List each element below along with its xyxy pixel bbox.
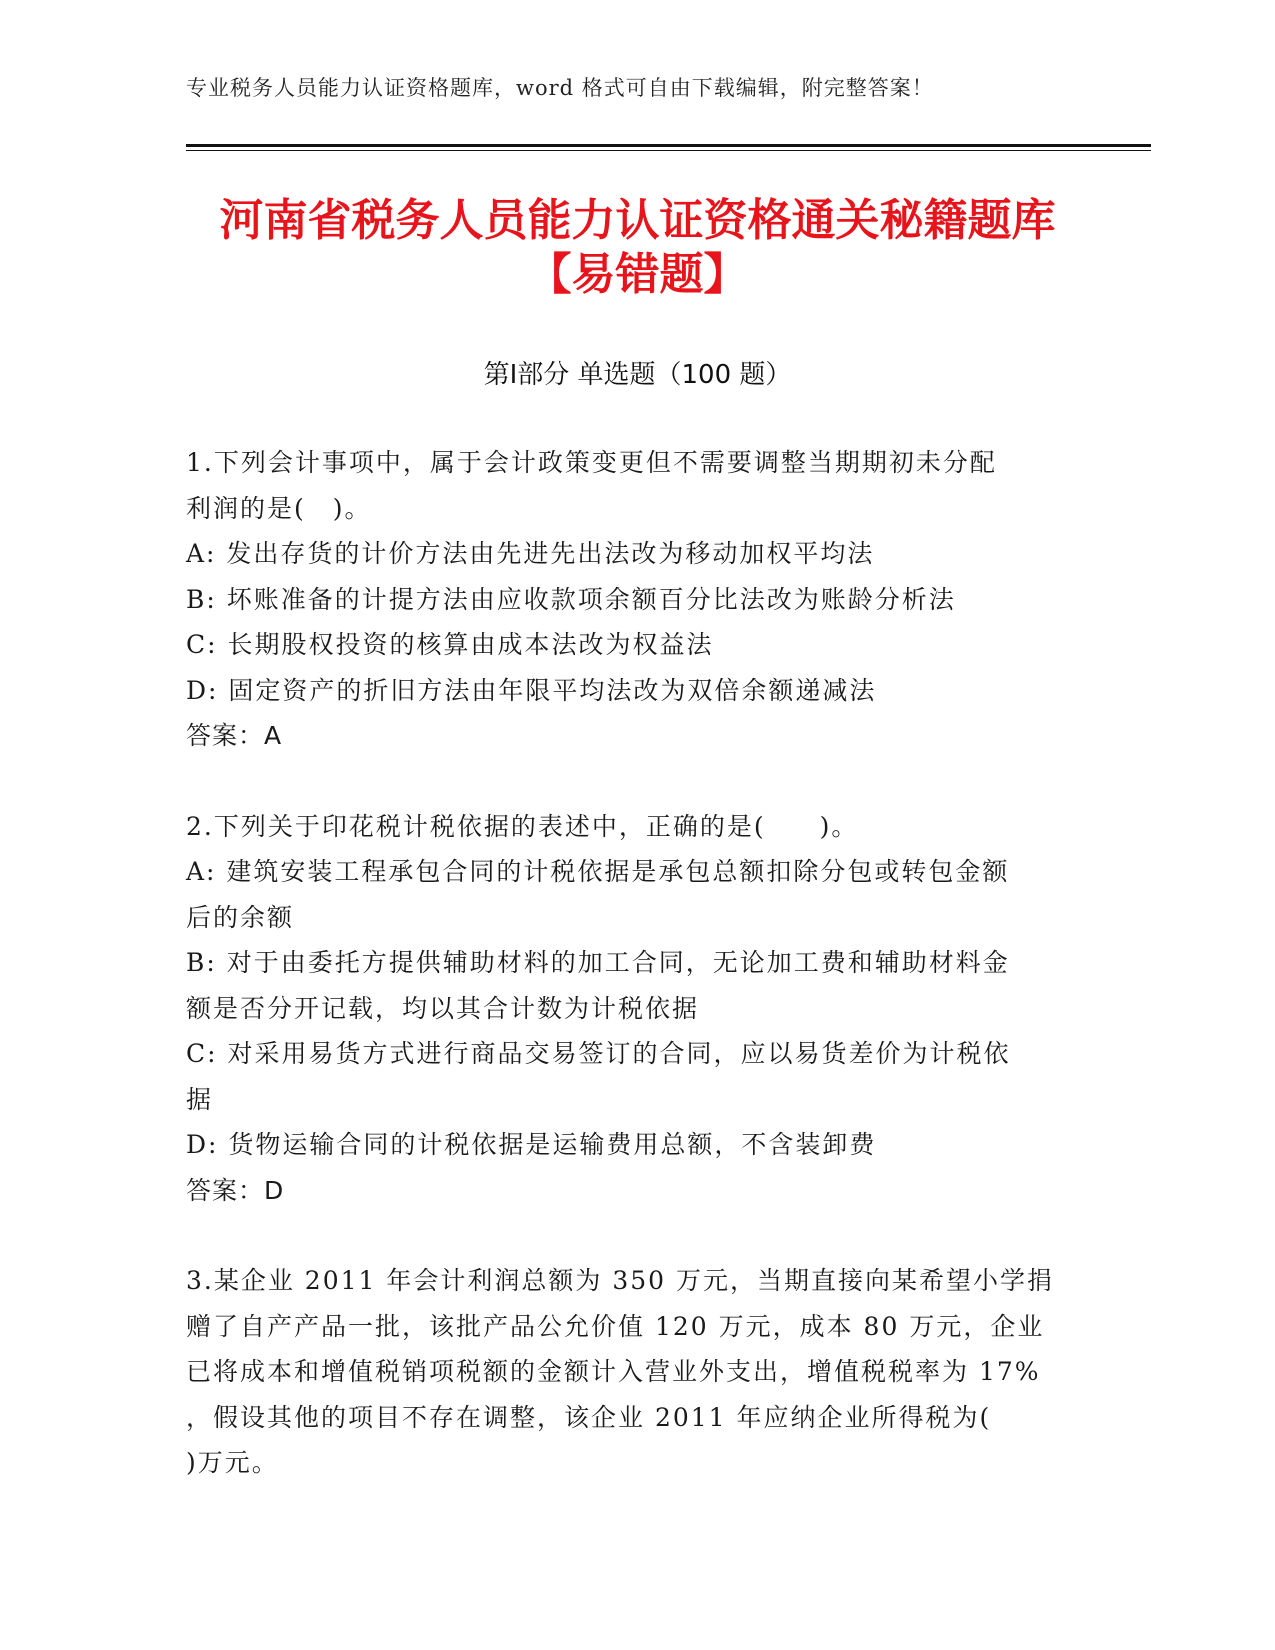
header-rule-thin [186, 150, 1151, 151]
question-spacer [186, 759, 1086, 804]
stem-line: )万元。 [186, 1448, 279, 1477]
option-d: D: 固定资产的折旧方法由年限平均法改为双倍余额递减法 [186, 675, 877, 705]
option-c [186, 1031, 1086, 1122]
stem-line: 2.下列关于印花税计税依据的表述中，正确的是( )。 [186, 811, 859, 841]
section-heading: 第Ⅰ部分 单选题（100 题） [483, 360, 792, 390]
stem-line: ，假设其他的项目不存在调整，该企业 2011 年应纳企业所得税为( [186, 1402, 992, 1432]
question-stem [186, 440, 1086, 531]
option-line: 额是否分开记载，均以其合计数为计税依据 [186, 993, 700, 1023]
stem-line: 1.下列会计事项中，属于会计政策变更但不需要调整当期期初未分配 [186, 448, 997, 477]
option-line: B: 对于由委托方提供辅助材料的加工合同，无论加工费和辅助材料金 [186, 948, 1010, 977]
option-b: B: 坏账准备的计提方法由应收款项余额百分比法改为账龄分析法 [186, 584, 956, 614]
page-header: 专业税务人员能力认证资格题库，word 格式可自由下载编辑，附完整答案！ [186, 76, 934, 100]
option-b [186, 940, 1086, 1031]
option-line: A: 建筑安装工程承包合同的计税依据是承包总额扣除分包或转包金额 [186, 857, 1010, 886]
option-line: C: 对采用易货方式进行商品交易签订的合同，应以易货差价为计税依 [186, 1039, 1011, 1068]
answer: 答案：D [186, 1175, 285, 1205]
question-list [186, 440, 1086, 1486]
header-rule-thick [186, 144, 1151, 147]
option-a [186, 849, 1086, 940]
title-line-1: 河南省税务人员能力认证资格通关秘籍题库 [219, 195, 1056, 246]
question-3 [186, 1258, 1086, 1486]
option-line: 后的余额 [186, 902, 295, 932]
stem-line: 利润的是( )。 [186, 493, 372, 523]
document-title [0, 194, 1275, 302]
answer: 答案：A [186, 721, 283, 750]
stem-line: 已将成本和增值税销项税额的金额计入营业外支出，增值税税率为 17% [186, 1357, 1041, 1386]
option-a: A: 发出存货的计价方法由先进先出法改为移动加权平均法 [186, 539, 875, 568]
option-c: C: 长期股权投资的核算由成本法改为权益法 [186, 630, 714, 659]
stem-line: 3.某企业 2011 年会计利润总额为 350 万元，当期直接向某希望小学捐 [186, 1266, 1054, 1295]
stem-line: 赠了自产产品一批，该批产品公允价值 120 万元，成本 80 万元，企业 [186, 1311, 1045, 1341]
question-spacer [186, 1213, 1086, 1258]
question-2 [186, 804, 1086, 1214]
option-line: 据 [186, 1084, 214, 1114]
title-line-2: 【易错题】 [527, 249, 748, 300]
option-d: D: 货物运输合同的计税依据是运输费用总额，不含装卸费 [186, 1130, 877, 1159]
question-1 [186, 440, 1086, 759]
